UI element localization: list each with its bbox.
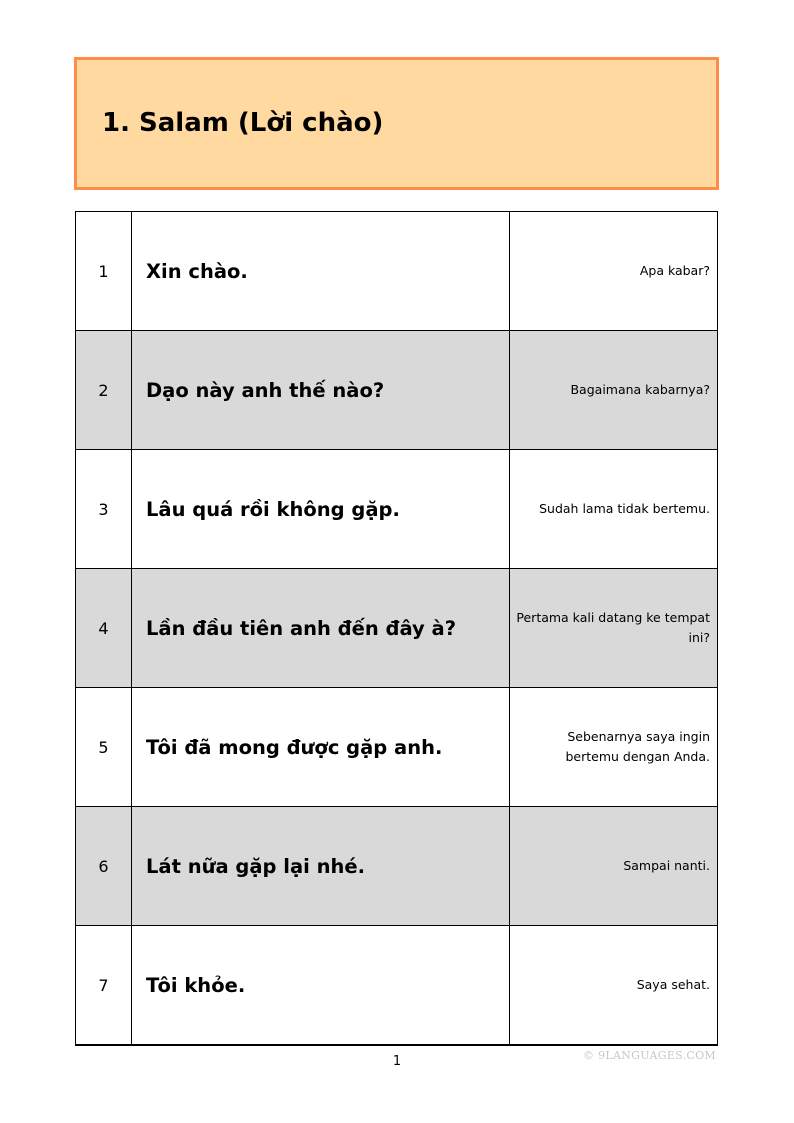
indonesian-translation: Saya sehat. [510,926,718,1046]
indonesian-translation: Pertama kali datang ke tempat ini? [510,569,718,688]
copyright-watermark: © 9LANGUAGES.COM [583,1049,716,1062]
indonesian-translation: Bagaimana kabarnya? [510,331,718,450]
indonesian-translation: Sebenarnya saya ingin bertemu dengan Anda. [510,688,718,807]
phrase-row [76,569,718,688]
indonesian-translation: Apa kabar? [510,212,718,331]
phrase-number: 7 [76,926,132,1046]
vietnamese-phrase: Tôi đã mong được gặp anh. [132,688,510,807]
phrase-table [75,211,718,1046]
phrase-number: 1 [76,212,132,331]
indonesian-translation: Sampai nanti. [510,807,718,926]
phrase-row [76,807,718,926]
page-number: 1 [392,1054,402,1069]
page-title: 1. Salam (Lời chào) [102,108,384,138]
phrase-row [76,331,718,450]
phrase-row [76,450,718,569]
vietnamese-phrase: Lâu quá rồi không gặp. [132,450,510,569]
phrase-number: 5 [76,688,132,807]
vietnamese-phrase: Xin chào. [132,212,510,331]
phrase-number: 3 [76,450,132,569]
vietnamese-phrase: Lần đầu tiên anh đến đây à? [132,569,510,688]
phrase-number: 6 [76,807,132,926]
phrase-row [76,688,718,807]
phrase-number: 4 [76,569,132,688]
phrase-number: 2 [76,331,132,450]
phrase-row [76,212,718,331]
phrase-row [76,926,718,1046]
title-banner [74,57,719,190]
vietnamese-phrase: Tôi khỏe. [132,926,510,1046]
vietnamese-phrase: Lát nữa gặp lại nhé. [132,807,510,926]
vietnamese-phrase: Dạo này anh thế nào? [132,331,510,450]
indonesian-translation: Sudah lama tidak bertemu. [510,450,718,569]
